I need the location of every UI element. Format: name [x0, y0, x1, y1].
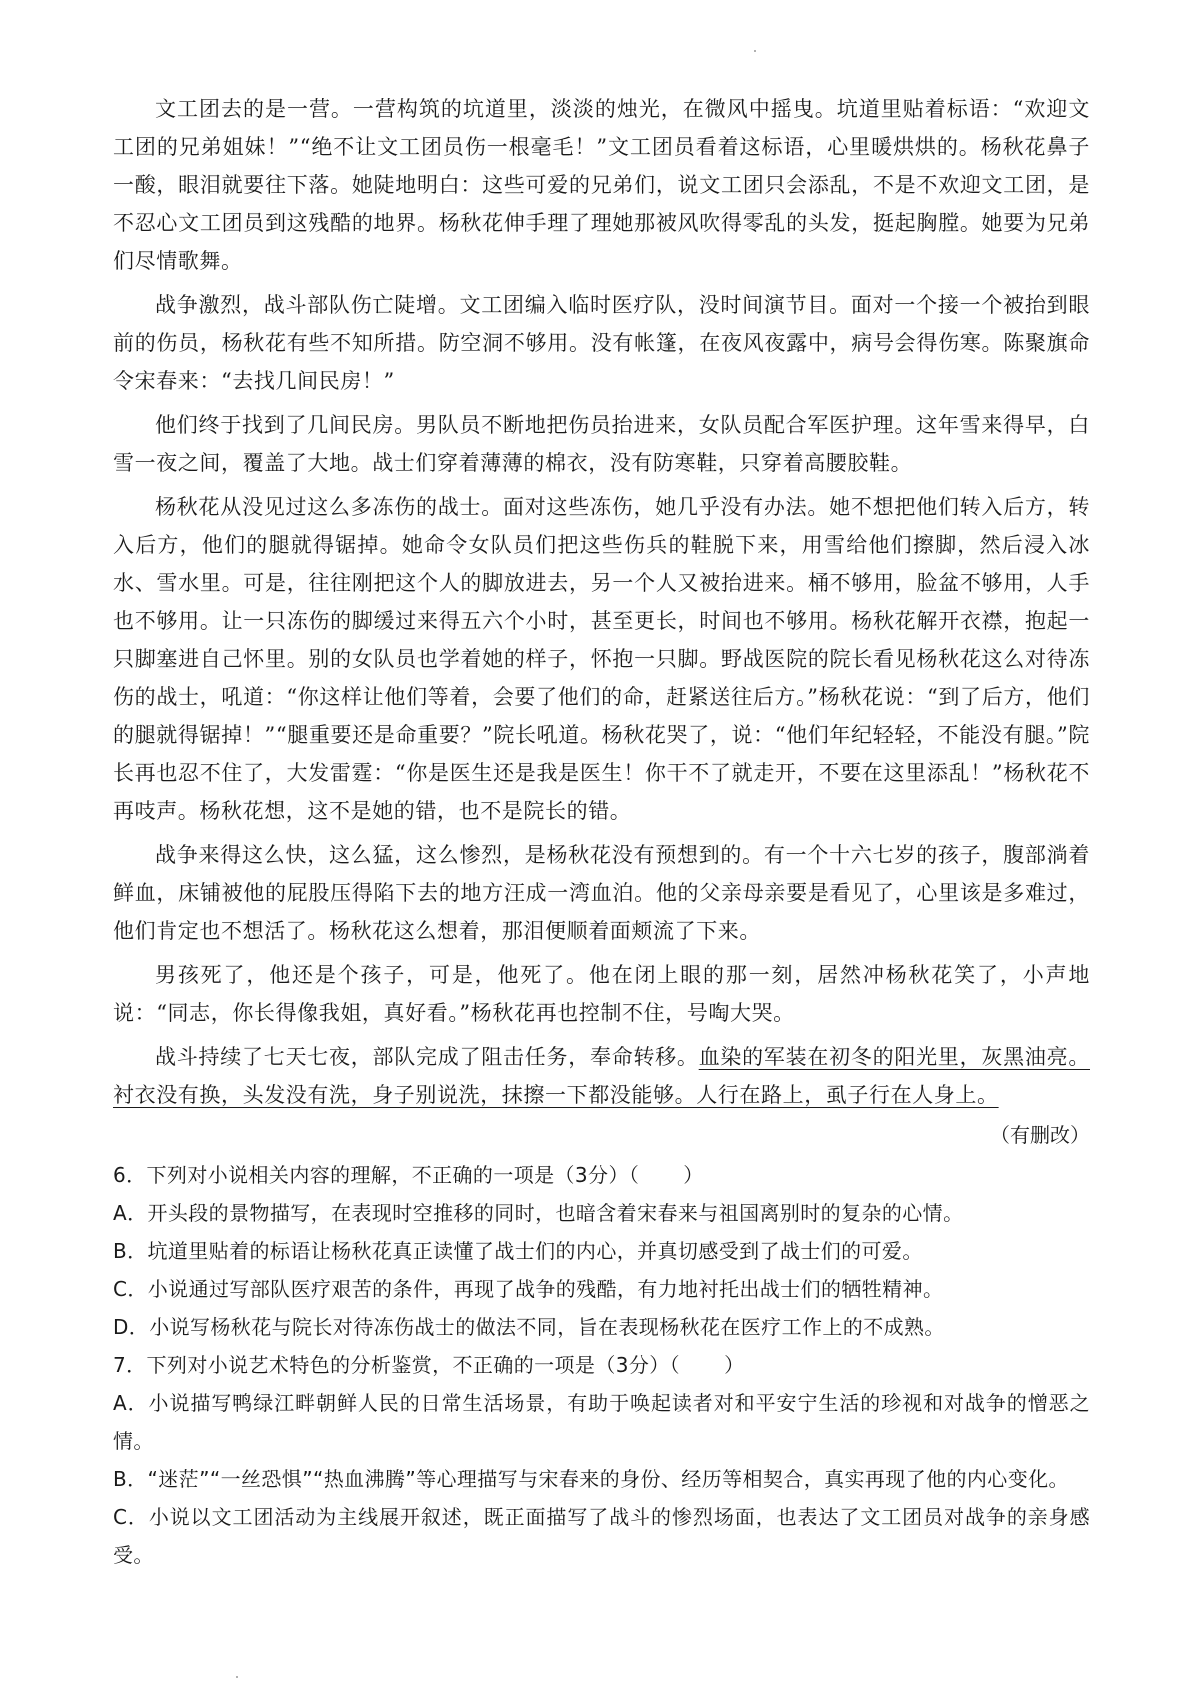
abridged-note: （有删改） — [990, 1123, 1090, 1147]
question-6 — [113, 1156, 1090, 1346]
questions-section — [113, 1156, 1090, 1574]
passage-paragraph-4: 杨秋花从没见过这么多冻伤的战士。面对这些冻伤，她几乎没有办法。她不想把他们转入后方，转入后方，他们的腿就得锯掉。她命令女队员们把这些伤兵的鞋脱下来，用雪给他们擦脚，然后浸入冰水、雪水里。可是，往往刚把这个人的脚放进去，另一个人又被抬进来。桶不够用，脸盆不够用，人手也不够用。让一只冻伤的脚缓过来得五六个小时，甚至更长，时间也不够用。杨秋花解开衣襟，抱起一只脚塞进自己怀里。别的女队员也学着她的样子，怀抱一只脚。野战医院的院长看见杨秋花这么对待冻伤的战士，吼道：“你这样让他们等着，会要了他们的命，赶紧送往后方。”杨秋花说：“到了后方，他们的腿就得锯掉！”“腿重要还是命重要？”院长吼道。杨秋花哭了，说：“他们年纪轻轻，不能没有腿。”院长再也忍不住了，大发雷霆：“你是医生还是我是医生！你干不了就走开，不要在这里添乱！”杨秋花不再吱声。杨秋花想，这不是她的错，也不是院长的错。 — [113, 495, 1090, 823]
passage-paragraph-3: 他们终于找到了几间民房。男队员不断地把伤员抬进来，女队员配合军医护理。这年雪来得早，白雪一夜之间，覆盖了大地。战士们穿着薄薄的棉衣，没有防寒鞋，只穿着高腰胶鞋。 — [113, 413, 1090, 475]
passage-paragraph-5: 战争来得这么快，这么猛，这么惨烈，是杨秋花没有预想到的。有一个十六七岁的孩子，腹部淌着鲜血，床铺被他的屁股压得陷下去的地方汪成一湾血泊。他的父亲母亲要是看见了，心里该是多难过，他们肯定也不想活了。杨秋花这么想着，那泪便顺着面颊流了下来。 — [113, 843, 1090, 943]
passage-last-plain: 战斗持续了七天七夜，部队完成了阻击任务，奉命转移。 — [155, 1045, 699, 1069]
question-6-option-a: A．开头段的景物描写，在表现时空推移的同时，也暗含着宋春来与祖国离别时的复杂的心情。 — [113, 1201, 964, 1225]
passage-paragraph-6: 男孩死了，他还是个孩子，可是，他死了。他在闭上眼的那一刻，居然冲杨秋花笑了，小声地说：“同志，你长得像我姐，真好看。”杨秋花再也控制不住，号啕大哭。 — [113, 963, 1090, 1025]
passage-underlined-sentence: 血染的军装在初冬的阳光里，灰黑油亮。衬衣没有换，头发没有洗，身子别说洗，抹擦一下都没能够。人行在路上，虱子行在人身上。 — [113, 1045, 1090, 1107]
question-7-option-a: A．小说描写鸭绿江畔朝鲜人民的日常生活场景，有助于唤起读者对和平安宁生活的珍视和对战争的憎恶之情。 — [113, 1391, 1090, 1453]
question-7-option-c: C．小说以文工团活动为主线展开叙述，既正面描写了战斗的惨烈场面，也表达了文工团员对战争的亲身感受。 — [113, 1505, 1090, 1567]
question-6-option-c: C．小说通过写部队医疗艰苦的条件，再现了战争的残酷，有力地衬托出战士们的牺牲精神。 — [113, 1277, 944, 1301]
question-6-stem — [113, 1156, 1090, 1194]
scan-speck — [754, 50, 756, 52]
story-passage — [113, 90, 1090, 1114]
scan-speck — [236, 1676, 238, 1678]
question-6-stem-text: 6．下列对小说相关内容的理解，不正确的一项是（3分）（ — [113, 1163, 640, 1187]
passage-paragraph-2: 战争激烈，战斗部队伤亡陡增。文工团编入临时医疗队，没时间演节目。面对一个接一个被抬到眼前的伤员，杨秋花有些不知所措。防空洞不够用。没有帐篷，在夜风夜露中，病号会得伤寒。陈聚旗命令宋春来：“去找几间民房！” — [113, 293, 1090, 393]
question-7 — [113, 1346, 1090, 1574]
passage-paragraph-7 — [113, 1038, 1090, 1114]
question-6-stem-end: ） — [683, 1163, 704, 1187]
question-7-stem-text: 7．下列对小说艺术特色的分析鉴赏，不正确的一项是（3分）（ — [113, 1353, 681, 1377]
question-7-stem-end: ） — [724, 1353, 745, 1377]
passage-paragraph-1: 文工团去的是一营。一营构筑的坑道里，淡淡的烛光，在微风中摇曳。坑道里贴着标语：“欢迎文工团的兄弟姐妹！”“绝不让文工团员伤一根毫毛！”文工团员看着这标语，心里暖烘烘的。杨秋花鼻子一酸，眼泪就要往下落。她陡地明白：这些可爱的兄弟们，说文工团只会添乱，不是不欢迎文工团，是不忍心文工团员到这残酷的地界。杨秋花伸手理了理她那被风吹得零乱的头发，挺起胸膛。她要为兄弟们尽情歌舞。 — [113, 97, 1090, 273]
question-6-option-d: D．小说写杨秋花与院长对待冻伤战士的做法不同，旨在表现杨秋花在医疗工作上的不成熟。 — [113, 1315, 945, 1339]
question-7-option-b: B．“迷茫”“一丝恐惧”“热血沸腾”等心理描写与宋春来的身份、经历等相契合，真实再现了他的内心变化。 — [113, 1467, 1069, 1491]
question-7-stem — [113, 1346, 1090, 1384]
question-6-option-b: B．坑道里贴着的标语让杨秋花真正读懂了战士们的内心，并真切感受到了战士们的可爱。 — [113, 1239, 923, 1263]
